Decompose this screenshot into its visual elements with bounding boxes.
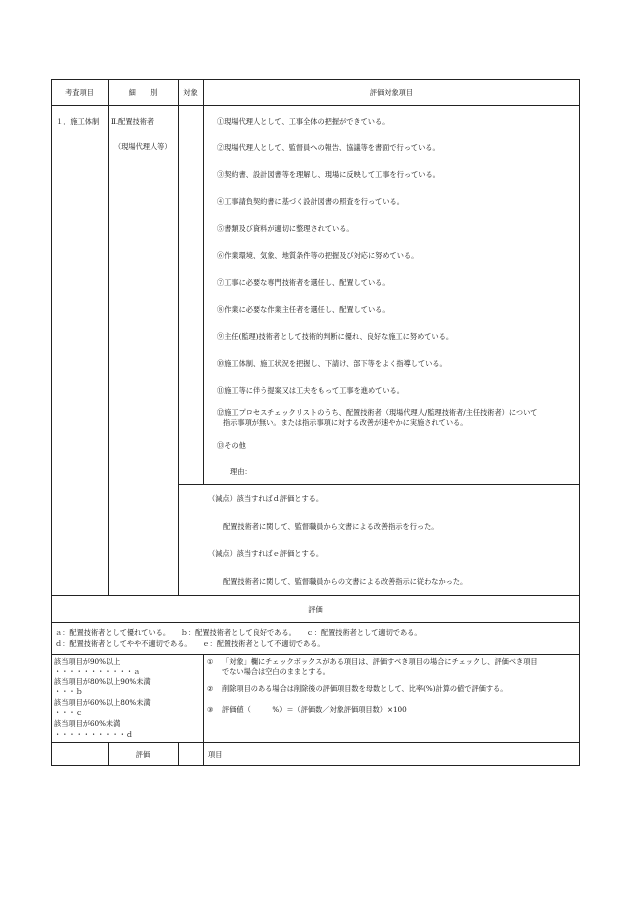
criterion-6: ⑥作業環境、気象、地質条件等の把握及び対応に努めている。 (217, 251, 419, 260)
note-2: 削除項目のある場合は削除後の評価項目数を母数として、比率(%)計算の値で評価する。 (222, 684, 508, 693)
criterion-5: ⑤書類及び資料が適切に整理されている。 (217, 224, 354, 233)
header-eval-items: 評価対象項目 (369, 88, 414, 97)
header-detail: 細 別 (128, 88, 158, 97)
criterion-1: ①現場代理人として、工事全体の把握ができている。 (217, 117, 390, 126)
reason-label: 理由： (230, 467, 252, 476)
criterion-11: ⑪施工等に伴う提案又は工夫をもって工事を進めている。 (217, 386, 404, 395)
col-divider-3 (203, 79, 204, 484)
note-2-number: ② (207, 684, 214, 693)
threshold-1: 該当項目が90%以上 (54, 657, 121, 666)
eval-title-divider (51, 622, 580, 623)
threshold-8: ・・・・・・・・・・ｄ (54, 730, 134, 739)
grade-line-2: ｄ：配置技術者としてやや不適切である。 ｅ：配置技術者として不適切である。 (55, 639, 325, 648)
col-divider-1 (108, 79, 109, 595)
detail-name: Ⅱ.配置技術者 (111, 117, 155, 126)
criterion-13: ⑬その他 (217, 441, 246, 450)
grade-divider (51, 654, 580, 655)
note-3-number: ③ (207, 705, 214, 714)
criterion-7: ⑦工事に必要な専門技術者を選任し、配置している。 (217, 278, 390, 287)
item-name: １．施工体制 (56, 117, 100, 126)
col-divider-2 (178, 79, 179, 595)
threshold-5: 該当項目が60%以上80%未満 (54, 698, 151, 707)
threshold-divider (203, 654, 204, 766)
deduction-d-title: （減点）該当すればｄ評価とする。 (208, 494, 324, 503)
criterion-3: ③契約書、設計図書等を理解し、現場に反映して工事を行っている。 (217, 170, 440, 179)
main-bottom-divider (51, 595, 580, 596)
evaluation-title: 評価 (308, 605, 323, 614)
criterion-12-line1: ⑫施工プロセスチェックリストのうち、配置技術者（現場代理人/監理技術者/主任技術者）について (217, 408, 538, 417)
threshold-3: 該当項目が80%以上90%未満 (54, 677, 151, 686)
threshold-6: ・・・ｃ (54, 708, 83, 717)
threshold-7: 該当項目が60%未満 (54, 719, 121, 728)
deduction-d-text: 配置技術者に関して、監督職員から文書による改善指示を行った。 (223, 522, 439, 531)
header-divider (51, 105, 580, 106)
header-target: 対象 (183, 88, 198, 97)
note-3: 評価値（ %）＝（評価数／対象評価項目数）×100 (222, 705, 407, 714)
deduction-top-divider (178, 484, 580, 485)
grade-line-1: ａ：配置技術者として優れている。 ｂ：配置技術者として良好である。 ｃ：配置技術者として適切である。 (55, 628, 422, 637)
deduction-e-title: （減点）該当すればｅ評価とする。 (208, 549, 324, 558)
note-1-line2: でない場合は空白のままとする。 (222, 667, 330, 676)
note-1-number: ① (207, 657, 214, 666)
threshold-2: ・・・・・・・・・・・ａ (54, 667, 141, 676)
header-item: 考査項目 (65, 88, 94, 97)
note-1-line1: 「対象」欄にチェックボックスがある項目は、評価すべき項目の場合にチェックし、評価べき項目 (222, 657, 538, 666)
footer-divider (51, 742, 580, 743)
footer-col-divider-2 (178, 742, 179, 766)
threshold-4: ・・・ｂ (54, 687, 83, 696)
criterion-12-line2: 指示事項が無い。または指示事項に対する改善が速やかに実施されている。 (223, 418, 468, 427)
criterion-8: ⑧作業に必要な作業主任者を選任し、配置している。 (217, 305, 390, 314)
footer-item-label: 項目 (208, 750, 223, 759)
criterion-9: ⑨主任(監理)技術者として技術的判断に優れ、良好な施工に努めている。 (217, 332, 454, 341)
deduction-e-text: 配置技術者に関して、監督職員からの文書による改善指示に従わなかった。 (223, 577, 468, 586)
criterion-2: ②現場代理人として、監督員への報告、協議等を書面で行っている。 (217, 143, 440, 152)
footer-eval-label: 評価 (135, 750, 151, 759)
detail-sub: （現場代理人等） (114, 142, 172, 151)
criterion-4: ④工事請負契約書に基づく設計図書の照査を行っている。 (217, 197, 404, 206)
criterion-10: ⑩施工体制、施工状況を把握し、下請け、部下等をよく指導している。 (217, 359, 447, 368)
